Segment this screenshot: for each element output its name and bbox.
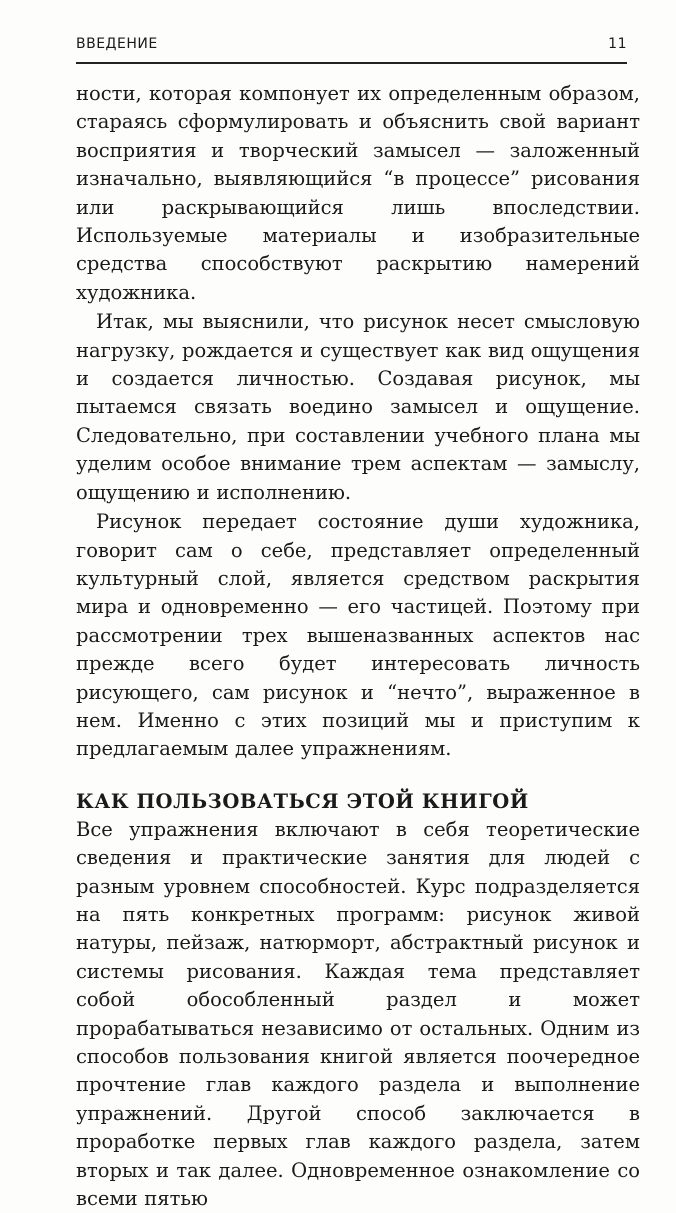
- running-head: [76, 36, 627, 56]
- paragraph: Итак, мы выяснили, что рисунок несет смысловую нагрузку, рождается и существует как вид ощущения и создается личностью. Создавая рисунок, мы пытаемся связать воедино замысел и ощущение. Следовательно, при составлении учебного плана мы уделим особое внимание трем аспектам — замыслу, ощущению и исполнению.: [76, 310, 640, 504]
- section-title: ВВЕДЕНИЕ: [76, 36, 158, 52]
- body-text: [76, 80, 640, 1213]
- header-rule: [76, 62, 627, 64]
- section-heading: КАК ПОЛЬЗОВАТЬСЯ ЭТОЙ КНИГОЙ: [76, 789, 529, 813]
- section-paragraph: Все упражнения включают в себя теоретические сведения и практические занятия для людей с разным уровнем способностей. Курс подразделяется на пять конкретных программ: рисунок живой натуры, пейзаж, натюрморт, абстрактный рисунок и системы рисования. Каждая тема представляет собой обособленный раздел и может прорабатываться независимо от остальных. Одним из способов пользования книгой является поочередное прочтение глав каждого раздела и выполнение упражнений. Другой способ заключается в проработке первых глав каждого раздела, затем вторых и так далее. Одновременное ознакомление со всеми пятью: [76, 817, 640, 1211]
- paragraph: Рисунок передает состояние души художника, говорит сам о себе, представляет определенный культурный слой, является средством раскрытия мира и одновременно — его частицей. Поэтому при рассмотрении трех вышеназванных аспектов нас прежде всего будет интересовать личность рисующего, сам рисунок и “нечто”, выраженное в нем. Именно с этих позиций мы и приступим к предлагаемым далее упражнениям.: [76, 510, 640, 761]
- paragraph-continued: ности, которая компонует их определенным образом, стараясь сформулировать и объяснить свой вариант восприятия и творческий замысел — заложенный изначально, выявляющийся “в процессе” рисования или раскрывающийся лишь впоследствии. Используемые материалы и изобразительные средства способствуют раскрытию намерений художника.: [76, 82, 640, 304]
- page-number: 11: [608, 36, 627, 52]
